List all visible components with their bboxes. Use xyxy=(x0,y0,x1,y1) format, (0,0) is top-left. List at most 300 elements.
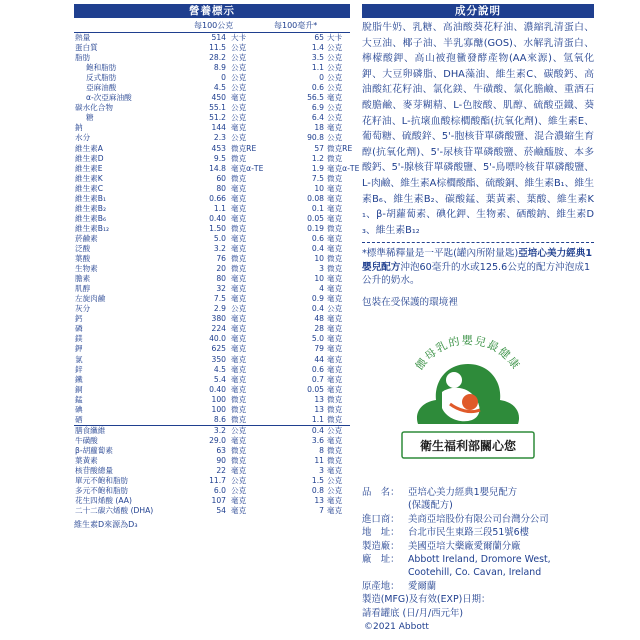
nutrition-row xyxy=(74,324,350,334)
value-per-100ml: 7 xyxy=(319,506,324,516)
nutrient-name: 碘 xyxy=(75,404,83,414)
unit-per-100ml: 毫克 xyxy=(327,93,343,103)
unit-per-100g: 毫克 xyxy=(231,284,247,294)
nutrition-rows xyxy=(74,33,360,516)
nutrition-row xyxy=(74,486,350,496)
unit-per-100g: 公克 xyxy=(231,73,247,83)
nutrient-name: 硒 xyxy=(75,414,83,424)
unit-per-100g: 毫克 xyxy=(231,466,247,476)
nutrient-name: 碳水化合物 xyxy=(75,103,113,113)
value-per-100g: 107 xyxy=(211,496,226,506)
nutrition-footnote: 維生素D來源為D₃ xyxy=(74,520,138,530)
product-info xyxy=(362,486,594,620)
value-per-100ml: 6.9 xyxy=(311,103,324,113)
nutrition-row xyxy=(74,43,350,53)
unit-per-100g: 公克 xyxy=(231,133,247,143)
nutrient-name: 葉酸 xyxy=(75,254,91,264)
value-per-100g: 8.9 xyxy=(213,63,226,73)
column-per-100ml: 每100毫升* xyxy=(274,21,318,30)
nutrient-name: 多元不飽和脂肪 xyxy=(75,486,129,496)
value-per-100ml: 1.2 xyxy=(311,153,324,163)
nutrition-row xyxy=(74,123,350,133)
unit-per-100g: 毫克 xyxy=(231,384,247,394)
value-per-100ml: 4 xyxy=(319,284,324,294)
nutrition-row xyxy=(74,476,350,486)
unit-per-100g: 公克 xyxy=(231,113,247,123)
unit-per-100ml: 毫克 xyxy=(327,354,343,364)
nutrition-row xyxy=(74,73,350,83)
nutrient-name: 維生素K xyxy=(75,173,103,183)
value-per-100ml: 3.5 xyxy=(311,53,324,63)
unit-per-100g: 毫克 xyxy=(231,324,247,334)
value-per-100g: 350 xyxy=(211,354,226,364)
value-per-100ml: 90.8 xyxy=(307,133,324,143)
value-per-100g: 55.1 xyxy=(209,103,226,113)
nutrient-name: 維生素B₁₂ xyxy=(75,223,110,233)
nutrient-name: 鋅 xyxy=(75,364,83,374)
value-per-100g: 8.6 xyxy=(213,414,226,424)
breastfeeding-logo xyxy=(384,320,552,466)
factory-label: 廠 址： xyxy=(362,554,400,566)
unit-per-100ml: 毫克 xyxy=(327,213,343,223)
nutrient-name: 花生四烯酸 (AA) xyxy=(75,496,132,506)
nutrition-row xyxy=(74,344,350,354)
value-per-100ml: 8 xyxy=(319,445,324,455)
value-per-100ml: 0.8 xyxy=(311,486,324,496)
unit-per-100g: 毫克 xyxy=(231,213,247,223)
date-label: 製造(MFG)及有效(EXP)日期： xyxy=(362,594,491,606)
importer-row xyxy=(362,513,594,526)
unit-per-100ml: 微克 xyxy=(327,445,343,455)
nutrition-column-headers xyxy=(74,18,350,33)
nutrient-name: 脂肪 xyxy=(75,53,91,63)
unit-per-100g: 公克 xyxy=(231,53,247,63)
dilution-note xyxy=(362,247,594,287)
value-per-100ml: 1.1 xyxy=(311,414,324,424)
unit-per-100g: 毫克 xyxy=(231,183,247,193)
unit-per-100ml: 公克 xyxy=(327,73,343,83)
value-per-100ml: 3.6 xyxy=(311,435,324,445)
nutrition-row xyxy=(74,375,350,385)
value-per-100g: 7.5 xyxy=(213,294,226,304)
value-per-100ml: 3 xyxy=(319,264,324,274)
value-per-100g: 6.0 xyxy=(213,486,226,496)
nutrition-row xyxy=(74,83,350,93)
nutrient-name: 銅 xyxy=(75,384,83,394)
value-per-100ml: 11 xyxy=(314,455,324,465)
value-per-100g: 20 xyxy=(216,264,226,274)
value-per-100g: 3.2 xyxy=(213,243,226,253)
origin-row xyxy=(362,580,594,593)
nutrition-row xyxy=(74,133,350,143)
nutrient-name: 鈉 xyxy=(75,123,83,133)
nutrition-row xyxy=(74,294,350,304)
nutrition-row xyxy=(74,214,350,224)
product-name-value-2: (保護配方) xyxy=(408,500,453,512)
unit-per-100g: 微克 xyxy=(231,223,247,233)
unit-per-100ml: 毫克 xyxy=(327,274,343,284)
value-per-100g: 2.9 xyxy=(213,304,226,314)
unit-per-100ml: 毫克 xyxy=(327,294,343,304)
value-per-100ml: 0.6 xyxy=(311,233,324,243)
dilution-note-lead: *標準稀釋量是一平匙(罐內所附量匙) xyxy=(362,248,519,260)
nutrition-row xyxy=(74,425,350,436)
unit-per-100ml: 毫克 xyxy=(327,364,343,374)
unit-per-100g: 毫克 xyxy=(231,93,247,103)
unit-per-100ml: 公克 xyxy=(327,63,343,73)
nutrient-name: 熱量 xyxy=(75,33,91,42)
copyright: ©2021 Abbott xyxy=(364,622,429,632)
nutrient-name: 反式脂肪 xyxy=(86,73,117,83)
nutrient-name: 鎂 xyxy=(75,334,83,344)
value-per-100ml: 13 xyxy=(314,394,324,404)
nutrient-name: 生物素 xyxy=(75,264,98,274)
value-per-100g: 224 xyxy=(211,324,226,334)
nutrition-row xyxy=(74,405,350,415)
unit-per-100g: 毫克 xyxy=(231,496,247,506)
value-per-100ml: 44 xyxy=(314,354,324,364)
unit-per-100ml: 微克RE xyxy=(327,143,353,153)
value-per-100g: 3.2 xyxy=(213,425,226,435)
value-per-100ml: 10 xyxy=(314,183,324,193)
value-per-100g: 63 xyxy=(216,445,226,455)
unit-per-100ml: 公克 xyxy=(327,476,343,486)
value-per-100g: 14.8 xyxy=(209,163,226,173)
value-per-100ml: 0.19 xyxy=(307,223,324,233)
unit-per-100g: 公克 xyxy=(231,486,247,496)
value-per-100g: 4.5 xyxy=(213,83,226,93)
value-per-100ml: 57 xyxy=(314,143,324,153)
unit-per-100ml: 公克 xyxy=(327,425,343,435)
nutrient-name: 維生素B₂ xyxy=(75,203,107,213)
factory-row xyxy=(362,553,594,566)
date-see-can: 請看罐底 (日/月/西元年) xyxy=(362,607,463,619)
value-per-100g: 380 xyxy=(211,314,226,324)
unit-per-100ml: 毫克 xyxy=(327,324,343,334)
unit-per-100g: 微克 xyxy=(231,414,247,424)
unit-per-100ml: 公克 xyxy=(327,304,343,314)
nutrition-row xyxy=(74,154,350,164)
unit-per-100ml: 微克 xyxy=(327,414,343,424)
value-per-100g: 11.7 xyxy=(209,476,226,486)
value-per-100ml: 10 xyxy=(314,254,324,264)
ingredients-title: 成分說明 xyxy=(362,4,594,18)
value-per-100g: 625 xyxy=(211,344,226,354)
unit-per-100ml: 大卡 xyxy=(327,33,343,42)
breastfeeding-emblem-icon xyxy=(384,320,552,466)
nutrient-name: 膽素 xyxy=(75,274,91,284)
value-per-100g: 514 xyxy=(211,33,226,42)
unit-per-100g: 公克 xyxy=(231,83,247,93)
nutrition-row xyxy=(74,113,350,123)
nutrient-name: 菸鹼素 xyxy=(75,233,98,243)
value-per-100g: 9.5 xyxy=(213,153,226,163)
value-per-100g: 5.4 xyxy=(213,374,226,384)
unit-per-100ml: 毫克 xyxy=(327,496,343,506)
unit-per-100g: 毫克 xyxy=(231,233,247,243)
value-per-100g: 1.1 xyxy=(213,203,226,213)
value-per-100g: 54 xyxy=(216,506,226,516)
unit-per-100g: 微克RE xyxy=(231,143,257,153)
unit-per-100ml: 毫克 xyxy=(327,374,343,384)
nutrition-row xyxy=(74,395,350,405)
nutrition-row xyxy=(74,254,350,264)
nutrition-row xyxy=(74,456,350,466)
nutrient-name: 膳食纖維 xyxy=(75,425,106,435)
unit-per-100g: 公克 xyxy=(231,103,247,113)
nutrition-row xyxy=(74,194,350,204)
nutrient-name: 維生素C xyxy=(75,183,104,193)
unit-per-100g: 毫克 xyxy=(231,274,247,284)
factory-value-2: Cootehill, Co. Cavan, Ireland xyxy=(408,567,542,579)
ingredients-text: 脫脂牛奶、乳糖、高油酸葵花籽油、濃縮乳清蛋白、大豆油、椰子油、半乳寡醣(GOS)、水解乳清蛋白、檸檬酸鉀、高山被孢黴發酵產物(AA來源)、氫氧化鉀、大豆卵磷脂、DHA藻油、維生素C、碳酸鈣、高油酸紅花籽油、氯化鎂、牛磺酸、氯化膽鹼、重酒石酸膽鹼、麥芽糊精、L-色胺酸、肌醇、硫酸亞鐵、葵花籽油、L-抗壞血酸棕櫚酸酯(抗氧化劑)、維生素E、葡萄糖、硫酸鋅、5'-胞核苷單磷酸鹽、混合濃縮生育醇(抗氧化劑)、5'-尿核苷單磷酸鹽、菸鹼醯胺、本多酸鈣、5'-腺核苷單磷酸鹽、5'-鳥嘌呤核苷單磷酸鹽、L-肉鹼、維生素A棕櫚酸酯、硫酸銅、維生素B₁、維生素B₆、維生素B₂、碳酸錳、葉黃素、葉酸、維生素K₁、β-胡蘿蔔素、碘化鉀、生物素、硒酸鈉、維生素D₃、維生素B₁₂ xyxy=(362,22,594,236)
nutrition-row xyxy=(74,506,350,516)
value-per-100g: 5.0 xyxy=(213,233,226,243)
value-per-100g: 0.40 xyxy=(209,384,226,394)
unit-per-100ml: 公克 xyxy=(327,53,343,63)
unit-per-100g: 微克 xyxy=(231,445,247,455)
nutrition-row xyxy=(74,415,350,425)
value-per-100g: 32 xyxy=(216,284,226,294)
unit-per-100ml: 毫克 xyxy=(327,243,343,253)
unit-per-100g: 毫克 xyxy=(231,354,247,364)
value-per-100g: 0.66 xyxy=(209,193,226,203)
nutrient-name: 維生素B₆ xyxy=(75,213,107,223)
unit-per-100g: 毫克 xyxy=(231,294,247,304)
value-per-100ml: 79 xyxy=(314,344,324,354)
product-name-label: 品 名： xyxy=(362,487,400,498)
unit-per-100ml: 毫克 xyxy=(327,506,343,516)
nutrition-row xyxy=(74,204,350,214)
value-per-100g: 22 xyxy=(216,466,226,476)
nutrient-name: 泛酸 xyxy=(75,243,91,253)
value-per-100ml: 48 xyxy=(314,314,324,324)
unit-per-100g: 毫克 xyxy=(231,435,247,445)
value-per-100ml: 0.4 xyxy=(311,243,324,253)
unit-per-100ml: 毫克 xyxy=(327,314,343,324)
divider xyxy=(362,242,594,243)
unit-per-100g: 毫克 xyxy=(231,334,247,344)
product-name-row xyxy=(362,486,594,499)
value-per-100ml: 0.4 xyxy=(311,304,324,314)
nutrition-row xyxy=(74,365,350,375)
nutrient-name: 錳 xyxy=(75,394,83,404)
address-value: 台北市民生東路三段51號6樓 xyxy=(408,527,530,539)
unit-per-100g: 公克 xyxy=(231,425,247,435)
unit-per-100ml: 公克 xyxy=(327,486,343,496)
unit-per-100ml: 公克 xyxy=(327,103,343,113)
value-per-100ml: 0.7 xyxy=(311,374,324,384)
value-per-100ml: 0.6 xyxy=(311,364,324,374)
value-per-100g: 80 xyxy=(216,274,226,284)
maker-row xyxy=(362,540,594,553)
unit-per-100g: 毫克 xyxy=(231,314,247,324)
unit-per-100ml: 毫克α-TE xyxy=(327,163,360,173)
unit-per-100ml: 微克 xyxy=(327,264,343,274)
nutrient-name: 鐵 xyxy=(75,374,83,384)
nutrition-title: 營養標示 xyxy=(74,4,350,18)
nutrient-name: 維生素B₁ xyxy=(75,193,107,203)
maker-value: 美國亞培大藥廠愛爾蘭分廠 xyxy=(408,540,521,552)
unit-per-100ml: 毫克 xyxy=(327,466,343,476)
unit-per-100g: 毫克 xyxy=(231,374,247,384)
unit-per-100g: 毫克 xyxy=(231,193,247,203)
unit-per-100ml: 毫克 xyxy=(327,344,343,354)
nutrient-name: 飽和脂肪 xyxy=(86,63,117,73)
nutrient-name: 水分 xyxy=(75,133,91,143)
unit-per-100ml: 微克 xyxy=(327,173,343,183)
address-label: 地 址： xyxy=(362,527,400,539)
nutrition-row xyxy=(74,385,350,395)
nutrition-row xyxy=(74,466,350,476)
nutrition-row xyxy=(74,284,350,294)
value-per-100g: 2.3 xyxy=(213,133,226,143)
unit-per-100g: 毫克 xyxy=(231,123,247,133)
nutrition-row xyxy=(74,103,350,113)
value-per-100ml: 0.1 xyxy=(311,203,324,213)
nutrient-name: 牛磺酸 xyxy=(75,435,98,445)
unit-per-100ml: 毫克 xyxy=(327,384,343,394)
importer-label: 進口商： xyxy=(362,513,400,525)
nutrition-row xyxy=(74,163,360,174)
unit-per-100g: 微克 xyxy=(231,404,247,414)
nutrition-row xyxy=(74,244,350,254)
unit-per-100ml: 毫克 xyxy=(327,435,343,445)
nutrition-row xyxy=(74,184,350,194)
value-per-100g: 0 xyxy=(221,73,226,83)
nutrient-name: 灰分 xyxy=(75,304,91,314)
nutrition-row xyxy=(74,143,353,154)
address-row xyxy=(362,526,594,539)
value-per-100ml: 1.1 xyxy=(311,63,324,73)
nutrient-name: 單元不飽和脂肪 xyxy=(75,476,129,486)
nutrition-row xyxy=(74,446,350,456)
value-per-100ml: 0.05 xyxy=(307,213,324,223)
unit-per-100g: 微克 xyxy=(231,264,247,274)
unit-per-100g: 微克 xyxy=(231,153,247,163)
unit-per-100ml: 毫克 xyxy=(327,183,343,193)
value-per-100g: 29.0 xyxy=(209,435,226,445)
nutrition-row xyxy=(74,496,350,506)
nutrition-row xyxy=(74,264,350,274)
nutrient-name: 鈣 xyxy=(75,314,83,324)
unit-per-100ml: 公克 xyxy=(327,83,343,93)
value-per-100g: 100 xyxy=(211,404,226,414)
value-per-100ml: 28 xyxy=(314,324,324,334)
dilution-note-rest: 沖泡60毫升的水或125.6公克的配方沖泡成1公升的奶水。 xyxy=(362,261,591,287)
ingredients-panel xyxy=(362,4,594,308)
logo-arc-text: 餵母乳的嬰兒最健康 xyxy=(413,334,523,373)
column-per-100g: 每100公克 xyxy=(194,21,234,30)
unit-per-100ml: 微克 xyxy=(327,394,343,404)
nutrition-row xyxy=(74,274,350,284)
nutrition-row xyxy=(74,314,350,324)
value-per-100ml: 0.05 xyxy=(307,384,324,394)
value-per-100g: 1.50 xyxy=(209,223,226,233)
unit-per-100ml: 公克 xyxy=(327,43,343,53)
nutrition-panel xyxy=(74,4,360,530)
nutrition-row xyxy=(74,224,350,234)
value-per-100g: 453 xyxy=(211,143,226,153)
value-per-100g: 90 xyxy=(216,455,226,465)
value-per-100ml: 6.4 xyxy=(311,113,324,123)
nutrition-row xyxy=(74,304,350,314)
value-per-100g: 11.5 xyxy=(209,43,226,53)
nutrient-name: β-胡蘿蔔素 xyxy=(75,445,113,455)
unit-per-100g: 微克 xyxy=(231,455,247,465)
logo-caption: 衛生福利部關心您 xyxy=(419,439,517,453)
nutrient-name: 糖 xyxy=(86,113,94,123)
nutrient-name: 磷 xyxy=(75,324,83,334)
unit-per-100g: 毫克 xyxy=(231,364,247,374)
value-per-100g: 100 xyxy=(211,394,226,404)
factory-value-1: Abbott Ireland, Dromore West, xyxy=(408,554,551,566)
value-per-100g: 80 xyxy=(216,183,226,193)
nutrition-row xyxy=(74,174,350,184)
importer-value: 美商亞培股份有限公司台灣分公司 xyxy=(408,513,549,525)
unit-per-100ml: 毫克 xyxy=(327,123,343,133)
origin-label: 原產地： xyxy=(362,580,400,592)
nutrient-name: 葉黃素 xyxy=(75,455,98,465)
unit-per-100ml: 微克 xyxy=(327,223,343,233)
unit-per-100g: 毫克 xyxy=(231,344,247,354)
value-per-100ml: 7.5 xyxy=(311,173,324,183)
unit-per-100ml: 毫克 xyxy=(327,233,343,243)
nutrition-row xyxy=(74,63,350,73)
unit-per-100g: 毫克 xyxy=(231,243,247,253)
unit-per-100g: 微克 xyxy=(231,254,247,264)
unit-per-100ml: 毫克 xyxy=(327,334,343,344)
unit-per-100ml: 毫克 xyxy=(327,203,343,213)
value-per-100ml: 13 xyxy=(314,496,324,506)
value-per-100g: 51.2 xyxy=(209,113,226,123)
unit-per-100ml: 毫克 xyxy=(327,193,343,203)
nutrient-name: 維生素A xyxy=(75,143,103,153)
value-per-100ml: 0.6 xyxy=(311,83,324,93)
nutrient-name: 氯 xyxy=(75,354,83,364)
value-per-100g: 144 xyxy=(211,123,226,133)
value-per-100g: 60 xyxy=(216,173,226,183)
nutrient-name: 鉀 xyxy=(75,344,83,354)
value-per-100g: 450 xyxy=(211,93,226,103)
nutrient-name: 核苷酸總量 xyxy=(75,466,113,476)
nutrition-row xyxy=(74,334,350,344)
unit-per-100ml: 毫克 xyxy=(327,284,343,294)
unit-per-100g: 毫克 xyxy=(231,506,247,516)
value-per-100g: 0.40 xyxy=(209,213,226,223)
value-per-100ml: 10 xyxy=(314,274,324,284)
value-per-100ml: 5.0 xyxy=(311,334,324,344)
nutrition-row xyxy=(74,234,350,244)
value-per-100ml: 1.9 xyxy=(311,163,324,173)
nutrition-row xyxy=(74,53,350,63)
nutrient-name: 維生素E xyxy=(75,163,103,173)
unit-per-100g: 微克 xyxy=(231,394,247,404)
unit-per-100g: 公克 xyxy=(231,304,247,314)
value-per-100g: 40.0 xyxy=(209,334,226,344)
nutrient-name: 維生素D xyxy=(75,153,104,163)
dilution-note-product: 亞培心美力經典1嬰兒配方 xyxy=(362,248,593,273)
nutrient-name: 亞麻油酸 xyxy=(86,83,117,93)
nutrition-row xyxy=(74,93,350,103)
unit-per-100g: 毫克α-TE xyxy=(231,163,264,173)
value-per-100ml: 56.5 xyxy=(307,93,324,103)
unit-per-100g: 公克 xyxy=(231,63,247,73)
value-per-100ml: 1.4 xyxy=(311,43,324,53)
value-per-100g: 28.2 xyxy=(209,53,226,63)
value-per-100ml: 0.9 xyxy=(311,294,324,304)
nutrient-name: 左旋肉鹼 xyxy=(75,294,106,304)
